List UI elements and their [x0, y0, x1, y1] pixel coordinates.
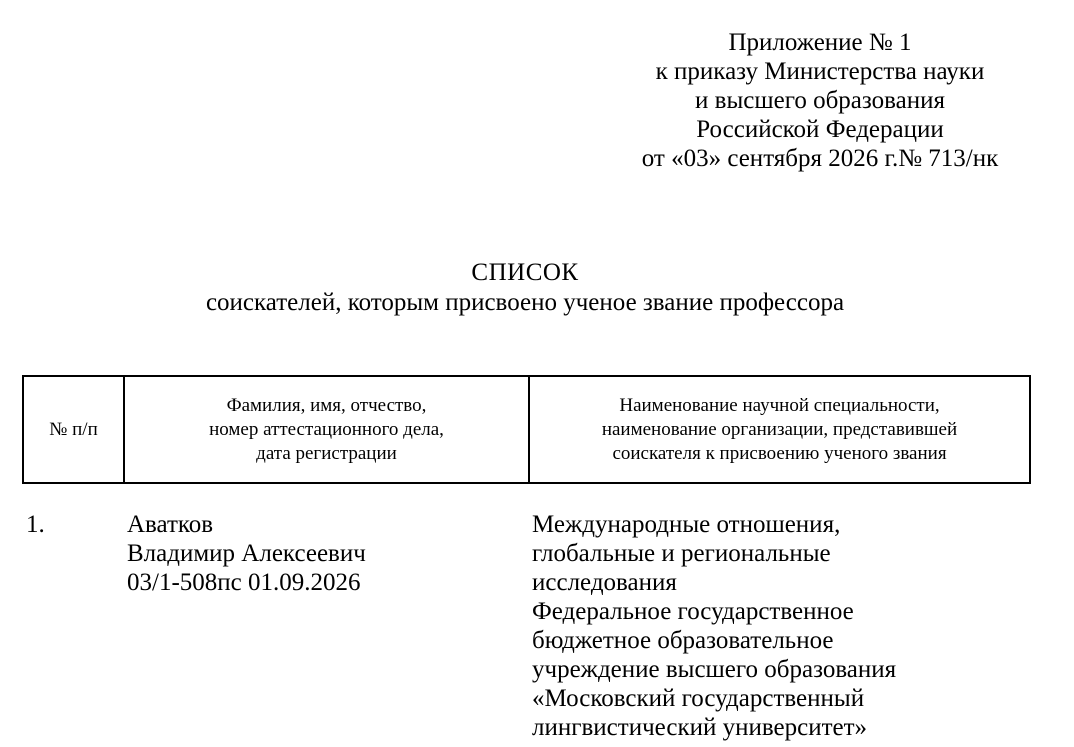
- appendix-line: от «03» сентября 2026 г.№ 713/нк: [641, 145, 999, 172]
- row-case-number-date: 03/1-508пс 01.09.2026: [127, 569, 361, 596]
- row-organization-line: бюджетное образовательное: [532, 627, 834, 654]
- appendix-line: к приказу Министерства науки: [655, 58, 985, 85]
- row-given-names: Владимир Алексеевич: [127, 540, 366, 567]
- row-specialty-line: исследования: [532, 569, 677, 596]
- header-name-label: [209, 394, 444, 466]
- row-organization-line: Федеральное государственное: [532, 598, 854, 625]
- row-specialty-line: Международные отношения,: [532, 511, 841, 538]
- header-specialty-label: [602, 394, 957, 466]
- row-organization-line: лингвистический университет»: [532, 714, 868, 741]
- row-name-cell: [127, 510, 366, 597]
- row-organization-line: «Московский государственный: [532, 685, 865, 712]
- header-number-column: [24, 377, 123, 482]
- appendix-header: [590, 28, 1050, 173]
- row-organization-line: учреждение высшего образования: [532, 656, 897, 683]
- row-number: 1.: [26, 511, 45, 538]
- header-name-column: [123, 377, 528, 482]
- header-number-label: № п/п: [49, 418, 98, 440]
- header-name-line: Фамилия, имя, отчество,: [226, 394, 427, 416]
- table-header: [22, 375, 1031, 484]
- appendix-line: Российской Федерации: [696, 116, 944, 143]
- row-specialty-line: глобальные и региональные: [532, 540, 831, 567]
- document-heading: [0, 258, 1050, 318]
- row-specialty-cell: [532, 510, 896, 742]
- document-title: СПИСОК: [471, 259, 579, 286]
- header-name-line: дата регистрации: [256, 442, 397, 464]
- appendix-line: и высшего образования: [695, 87, 945, 114]
- document-subtitle: соискателей, которым присвоено ученое звание профессора: [205, 289, 845, 316]
- header-specialty-line: наименование организации, представившей: [601, 418, 958, 440]
- appendix-line: Приложение № 1: [728, 29, 912, 56]
- header-specialty-line: Наименование научной специальности,: [619, 394, 940, 416]
- row-surname: Аватков: [127, 511, 214, 538]
- header-name-line: номер аттестационного дела,: [209, 418, 444, 440]
- header-specialty-line: соискателя к присвоению ученого звания: [612, 442, 947, 464]
- header-specialty-column: [528, 377, 1029, 482]
